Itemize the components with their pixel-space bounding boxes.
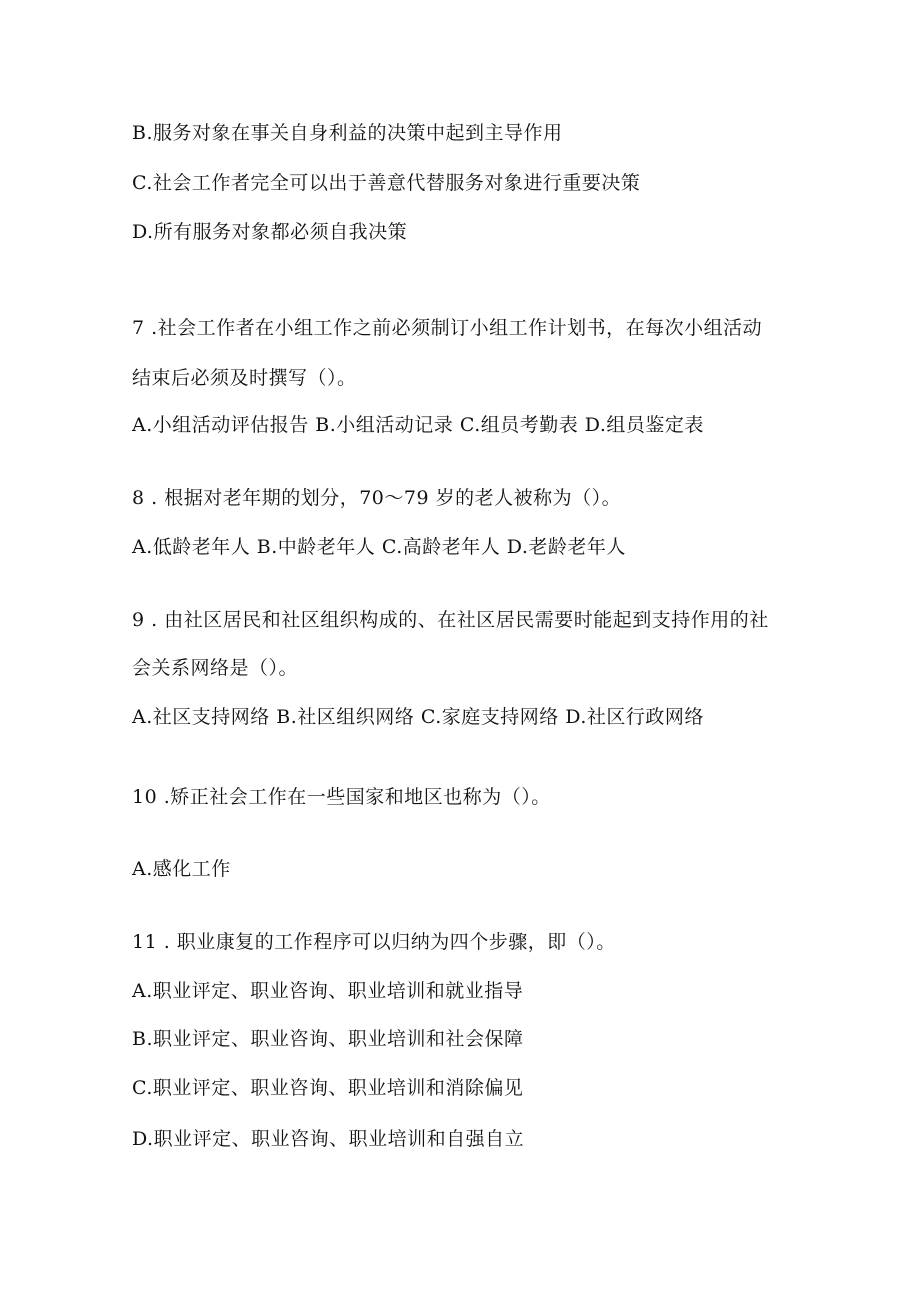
option-line: A.低龄老年人 B.中龄老年人 C.高龄老年人 D.老龄老年人 xyxy=(132,536,626,558)
question-line: 会关系网络是（）。 xyxy=(132,657,299,679)
option-line: B.服务对象在事关自身利益的决策中起到主导作用 xyxy=(132,122,563,144)
question-line: 结束后必须及时撰写（）。 xyxy=(132,367,357,389)
option-line: C.职业评定、职业咨询、职业培训和消除偏见 xyxy=(132,1077,524,1099)
option-line: B.职业评定、职业咨询、职业培训和社会保障 xyxy=(132,1028,524,1050)
question-line: 7 .社会工作者在小组工作之前必须制订小组工作计划书，在每次小组活动 xyxy=(132,317,763,339)
option-line: A.感化工作 xyxy=(132,858,231,880)
option-line: A.职业评定、职业咨询、职业培训和就业指导 xyxy=(132,980,524,1002)
option-line: A.小组活动评估报告 B.小组活动记录 C.组员考勤表 D.组员鉴定表 xyxy=(132,414,704,436)
question-line: 11 . 职业康复的工作程序可以归纳为四个步骤，即（）。 xyxy=(132,931,616,953)
question-line: 9 . 由社区居民和社区组织构成的、在社区居民需要时能起到支持作用的社 xyxy=(132,609,769,631)
option-line: C.社会工作者完全可以出于善意代替服务对象进行重要决策 xyxy=(132,172,641,194)
option-line: D.职业评定、职业咨询、职业培训和自强自立 xyxy=(132,1128,525,1150)
question-line: 8 . 根据对老年期的划分，70～79 岁的老人被称为（）。 xyxy=(132,487,622,509)
question-line: 10 .矫正社会工作在一些国家和地区也称为（）。 xyxy=(132,786,551,808)
option-line: A.社区支持网络 B.社区组织网络 C.家庭支持网络 D.社区行政网络 xyxy=(132,706,704,728)
option-line: D.所有服务对象都必须自我决策 xyxy=(132,221,408,243)
